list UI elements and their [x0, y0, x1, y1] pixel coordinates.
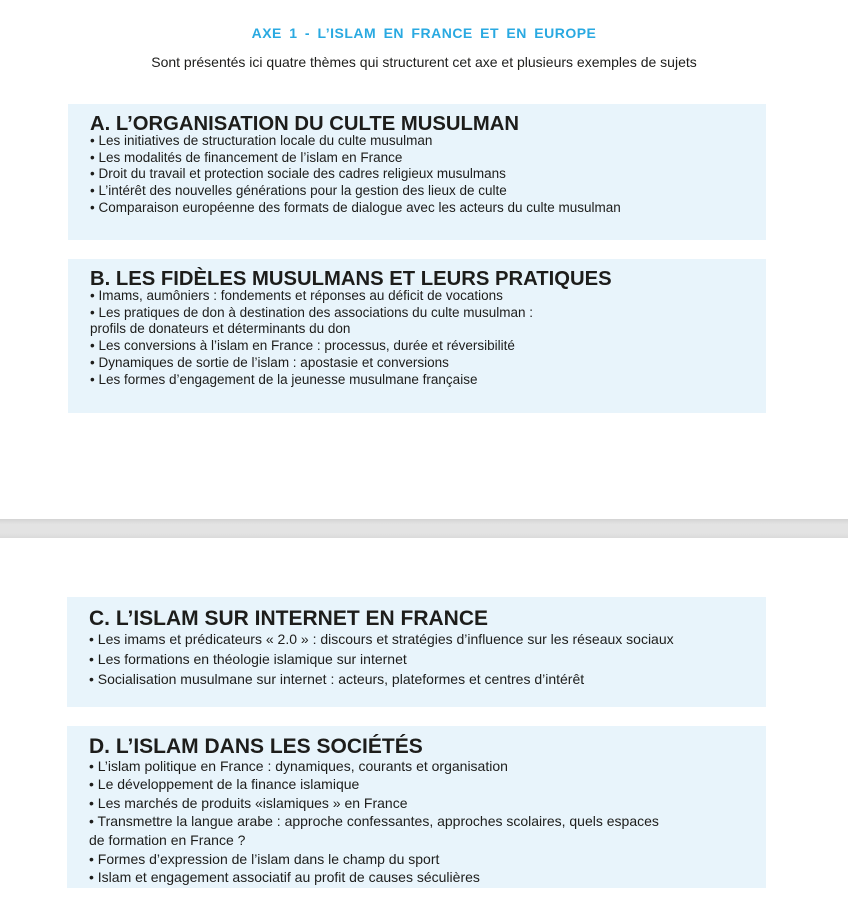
bullet-line: • Socialisation musulmane sur internet : acteurs, plateformes et centres d’intérêt	[89, 671, 585, 687]
bullet-line: profils de donateurs et déterminants du don	[90, 321, 351, 337]
theme-box-c	[67, 597, 766, 707]
bullet-line: • Les marchés de produits «islamiques » en France	[89, 794, 408, 811]
bullet-line: • Le développement de la finance islamique	[89, 776, 360, 793]
theme-box-a-title: A. L’ORGANISATION DU CULTE MUSULMAN	[90, 113, 519, 135]
page-title: AXE 1 - L’ISLAM EN FRANCE ET EN EUROPE	[251, 25, 597, 41]
page-subtitle: Sont présentés ici quatre thèmes qui structurent cet axe et plusieurs exemples de sujets	[151, 54, 697, 70]
theme-box-b-lines	[90, 288, 758, 389]
bullet-line: • Les modalités de financement de l’islam en France	[90, 149, 403, 165]
theme-box-c-lines	[89, 629, 758, 689]
bullet-line: de formation en France ?	[89, 831, 246, 848]
theme-box-d-title: D. L’ISLAM DANS LES SOCIÉTÉS	[89, 735, 423, 758]
bullet-line: • Les conversions à l’islam en France : processus, durée et réversibilité	[90, 338, 515, 354]
bullet-line: • Les pratiques de don à destination des associations du culte musulman :	[90, 304, 533, 320]
bullet-line: • Les initiatives de structuration locale du culte musulman	[90, 132, 433, 148]
theme-box-b-title: B. LES FIDÈLES MUSULMANS ET LEURS PRATIQUES	[90, 268, 612, 290]
bullet-line: • L’intérêt des nouvelles générations pour la gestion des lieux de culte	[90, 183, 507, 199]
bullet-line: • Imams, aumôniers : fondements et réponses au déficit de vocations	[90, 287, 503, 303]
theme-box-d-lines	[89, 757, 758, 887]
theme-box-d	[67, 726, 766, 888]
bullet-line: • Les formations en théologie islamique sur internet	[89, 651, 407, 667]
bullet-line: • L’islam politique en France : dynamiques, courants et organisation	[89, 757, 508, 774]
theme-box-a-lines	[90, 133, 758, 217]
bullet-line: • Les formes d’engagement de la jeunesse musulmane française	[90, 371, 478, 387]
theme-box-b	[68, 259, 766, 413]
bullet-line: • Formes d’expression de l’islam dans le champ du sport	[89, 850, 440, 867]
bullet-line: • Islam et engagement associatif au profit de causes séculières	[89, 869, 480, 886]
bullet-line: • Comparaison européenne des formats de dialogue avec les acteurs du culte musulman	[90, 199, 621, 215]
bullet-line: • Droit du travail et protection sociale des cadres religieux musulmans	[90, 166, 506, 182]
bullet-line: • Les imams et prédicateurs « 2.0 » : discours et stratégies d’influence sur les réseaux sociaux	[89, 631, 674, 647]
bullet-line: • Transmettre la langue arabe : approche confessantes, approches scolaires, quels espaces	[89, 813, 659, 830]
theme-box-a	[68, 104, 766, 240]
theme-box-c-title: C. L’ISLAM SUR INTERNET EN FRANCE	[89, 607, 489, 630]
page-break-separator	[0, 519, 848, 538]
bullet-line: • Dynamiques de sortie de l’islam : apostasie et conversions	[90, 354, 449, 370]
